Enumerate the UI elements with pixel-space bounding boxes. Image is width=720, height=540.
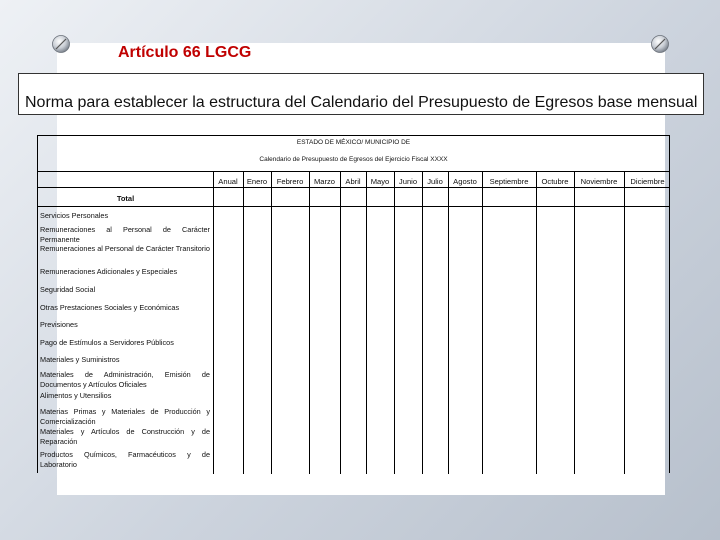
- month-header-junio: Junio: [398, 177, 418, 186]
- month-header-septiembre: Septiembre: [489, 177, 529, 186]
- budget-calendar-table: [37, 135, 670, 473]
- slide-title: Artículo 66 LGCG: [118, 44, 252, 61]
- month-header-noviembre: Noviembre: [580, 177, 618, 186]
- month-header-mayo: Mayo: [370, 177, 390, 186]
- month-header-agosto: Agosto: [453, 177, 477, 186]
- table-row: Remuneraciones Adicionales y Especiales: [40, 267, 178, 276]
- month-header-anual: Anual: [218, 177, 238, 186]
- column-divider: [482, 171, 483, 474]
- column-divider: [448, 171, 449, 474]
- table-row: Materiales de Administración, Emisión de Documentos y Artículos Oficiales: [40, 370, 210, 389]
- norma-text: Norma para establecer la estructura del Calendario del Presupuesto de Egresos base mensual: [25, 94, 698, 111]
- column-divider: [340, 171, 341, 474]
- pushpin-icon: [650, 34, 670, 54]
- column-divider: [243, 171, 244, 474]
- column-divider: [271, 171, 272, 474]
- column-divider: [309, 171, 310, 474]
- month-header-julio: Julio: [427, 177, 443, 186]
- month-header-diciembre: Diciembre: [630, 177, 665, 186]
- table-row: Remuneraciones al Personal de Carácter Permanente: [40, 225, 210, 244]
- column-divider: [574, 171, 575, 474]
- table-row: Seguridad Social: [40, 285, 96, 294]
- table-header-entity: ESTADO DE MÉXICO/ MUNICIPIO DE: [296, 139, 411, 146]
- column-divider: [536, 171, 537, 474]
- table-row: Materiales y Artículos de Construcción y de Reparación: [40, 427, 210, 446]
- total-label: Total: [116, 194, 135, 203]
- table-row: Previsiones: [40, 320, 78, 329]
- table-row: Remuneraciones al Personal de Carácter Transitorio: [40, 244, 210, 253]
- table-row: Otras Prestaciones Sociales y Económicas: [40, 303, 180, 312]
- column-divider: [366, 171, 367, 474]
- column-divider: [213, 171, 214, 474]
- pushpin-icon: [51, 34, 71, 54]
- table-row: Productos Químicos, Farmacéuticos y de Laboratorio: [40, 450, 210, 469]
- table-row: Servicios Personales: [40, 211, 109, 220]
- table-row: Materias Primas y Materiales de Producción y Comercialización: [40, 407, 210, 426]
- table-row: Alimentos y Utensilios: [40, 391, 112, 400]
- month-header-abril: Abril: [345, 177, 361, 186]
- column-divider: [394, 171, 395, 474]
- table-row: Pago de Estímulos a Servidores Públicos: [40, 338, 174, 347]
- month-header-marzo: Marzo: [313, 177, 336, 186]
- month-header-enero: Enero: [246, 177, 268, 186]
- column-divider: [422, 171, 423, 474]
- norma-box: [18, 73, 704, 115]
- month-header-febrero: Febrero: [276, 177, 304, 186]
- table-row: Materiales y Suministros: [40, 355, 120, 364]
- month-header-octubre: Octubre: [541, 177, 569, 186]
- table-header-calendar: Calendario de Presupuesto de Egresos del Ejercicio Fiscal XXXX: [259, 156, 448, 163]
- column-divider: [624, 171, 625, 474]
